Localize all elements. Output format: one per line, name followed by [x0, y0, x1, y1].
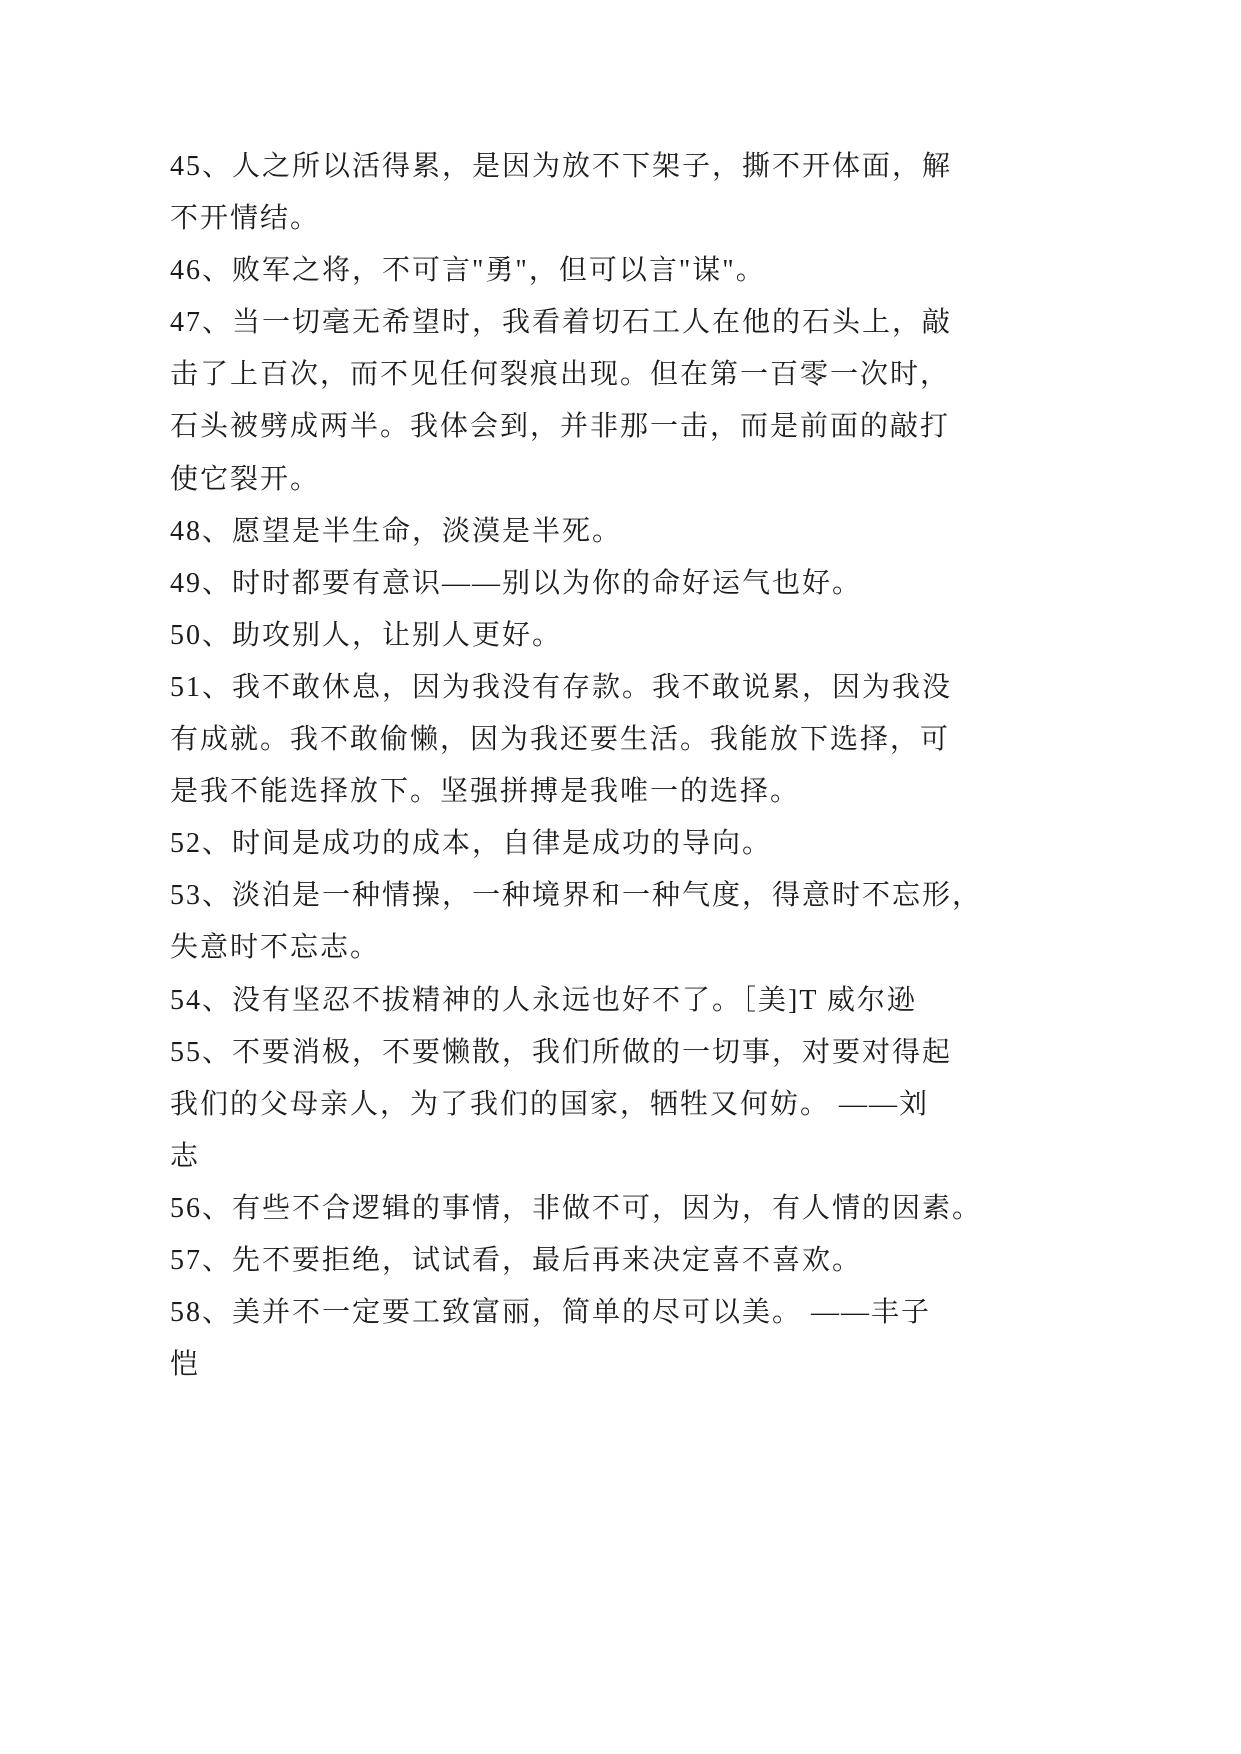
- quote-entry-48: [170, 506, 1050, 558]
- text-line: 57、先不要拒绝，试试看，最后再来决定喜不喜欢。: [170, 1244, 863, 1276]
- quote-entry-53: [170, 870, 1050, 974]
- text-line: 石头被劈成两半。我体会到，并非那一击，而是前面的敲打: [170, 411, 951, 443]
- text-line: 不开情结。: [170, 203, 321, 235]
- text-line: 51、我不敢休息，因为我没有存款。我不敢说累，因为我没: [170, 671, 953, 703]
- text-line: 我们的父母亲人，为了我们的国家，牺牲又何妨。 ——刘: [170, 1088, 930, 1120]
- text-line: 52、时间是成功的成本，自律是成功的导向。: [170, 828, 773, 860]
- quote-entry-57: [170, 1235, 1050, 1287]
- text-line: 是我不能选择放下。坚强拼搏是我唯一的选择。: [170, 776, 801, 808]
- text-line: 46、败军之将，不可言"勇"，但可以言"谋"。: [170, 255, 766, 287]
- text-line: 50、助攻别人，让别人更好。: [170, 619, 563, 651]
- document-body: [170, 141, 1050, 1391]
- text-line: 使它裂开。: [170, 463, 321, 495]
- quote-entry-49: [170, 558, 1050, 610]
- quote-entry-51: [170, 662, 1050, 818]
- text-line: 49、时时都要有意识——别以为你的命好运气也好。: [170, 567, 863, 599]
- text-line: 58、美并不一定要工致富丽，简单的尽可以美。 ——丰子: [170, 1297, 932, 1329]
- quote-entry-47: [170, 297, 1050, 505]
- text-line: 55、不要消极，不要懒散，我们所做的一切事，对要对得起: [170, 1036, 953, 1068]
- quote-entry-50: [170, 610, 1050, 662]
- text-line: 48、愿望是半生命，淡漠是半死。: [170, 515, 623, 547]
- text-line: 失意时不忘志。: [170, 932, 381, 964]
- text-line: 恺: [170, 1349, 201, 1381]
- text-line: 有成就。我不敢偷懒，因为我还要生活。我能放下选择，可: [170, 724, 951, 756]
- quote-entry-58: [170, 1287, 1050, 1391]
- quote-entry-46: [170, 245, 1050, 297]
- text-line: 53、淡泊是一种情操，一种境界和一种气度，得意时不忘形，: [170, 880, 983, 912]
- quote-entry-54: [170, 975, 1050, 1027]
- text-line: 45、人之所以活得累，是因为放不下架子，撕不开体面，解: [170, 151, 953, 182]
- quote-entry-52: [170, 818, 1050, 870]
- text-line: 54、没有坚忍不拔精神的人永远也好不了。［美]T 威尔逊: [170, 984, 917, 1016]
- text-line: 击了上百次，而不见任何裂痕出现。但在第一百零一次时，: [170, 359, 951, 391]
- text-line: 56、有些不合逻辑的事情，非做不可，因为，有人情的因素。: [170, 1192, 983, 1224]
- quote-entry-56: [170, 1183, 1050, 1235]
- quote-entry-45: [170, 141, 1050, 245]
- text-line: 志: [170, 1140, 201, 1172]
- quote-entry-55: [170, 1027, 1050, 1183]
- text-line: 47、当一切毫无希望时，我看着切石工人在他的石头上，敲: [170, 307, 953, 339]
